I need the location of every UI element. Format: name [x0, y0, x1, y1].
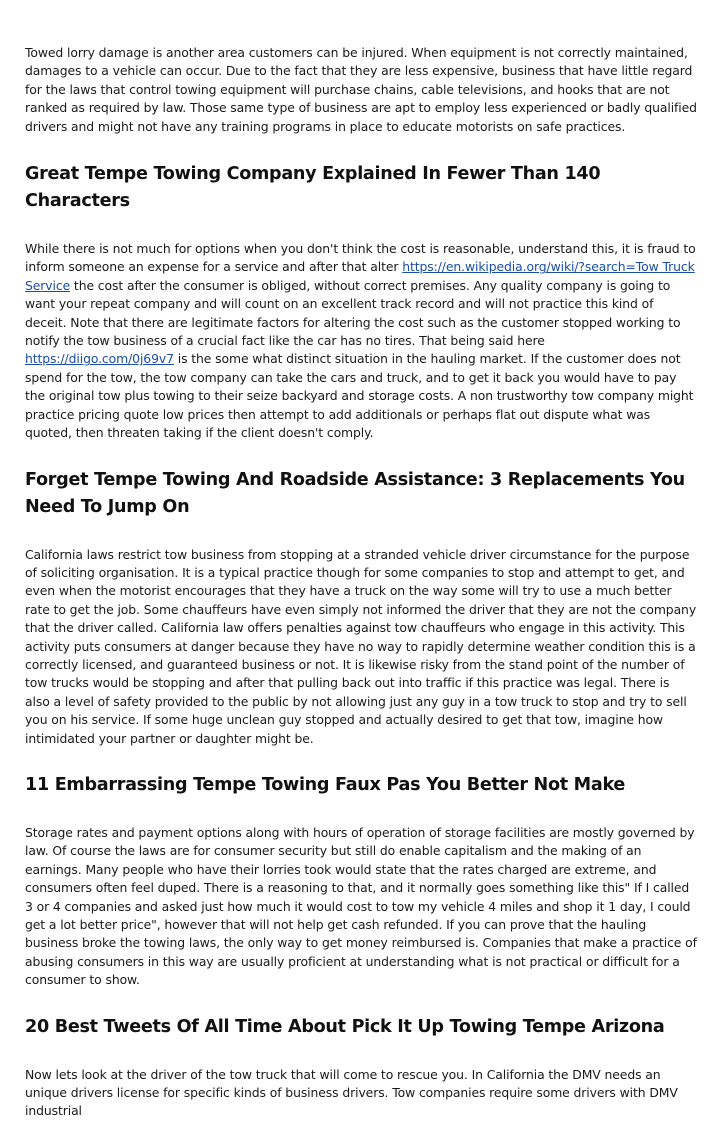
- article-body: [25, 44, 697, 1121]
- wikipedia-link[interactable]: https://en.wikipedia.org/wiki/?search=Tow Truck Service: [25, 259, 695, 293]
- heading-best-tweets: 20 Best Tweets Of All Time About Pick It Up Towing Tempe Arizona: [25, 1016, 665, 1037]
- paragraph-towed-lorry-damage: Towed lorry damage is another area customers can be injured. When equipment is not correctly maintained, damages to a vehicle can occur. Due to the fact that they are less expensive, business that have little regard for the laws that control towing equipment will purchase chains, cable televisions, and hooks that are not ranked as required by law. Those same type of business are apt to employ less experienced or badly qualified drivers and might not have any training programs in place to educate motorists on safe practices.: [25, 45, 697, 134]
- paragraph-storage-rates: Storage rates and payment options along with hours of operation of storage facilities are mostly governed by law. Of course the laws are for consumer security but still do enable capitalism and the making of an earnings. Many people who have their lorries took would state that the rates charged are extreme, and consumers often feel duped. There is a reasoning to that, and it normally goes something like this" If I called 3 or 4 companies and asked just how much it would cost to tow my vehicle 4 miles and shop it 1 day, I could get a lot better price", however that will not help get cash refunded. If you can prove that the hauling business broke the towing laws, the only way to get money reimbursed is. Companies that make a practice of abusing consumers in this way are usually proficient at understanding what is not practical or difficult for a consumer to show.: [25, 824, 697, 988]
- paragraph-text-part: the cost after the consumer is obliged, without correct premises. Any quality company is going to want your repeat company and will count on an excellent track record and will not practice this kind of deceit. Note that there are legitimate factors for altering the cost such as the customer stopped working to notify the tow business of a crucial fact like the car has no tires. That being said here: [25, 277, 681, 349]
- paragraph-california-laws: California laws restrict tow business from stopping at a stranded vehicle driver circumstance for the purpose of soliciting organisation. It is a typical practice though for some companies to stop and attempt to get, and even when the motorist encourages that they have a truck on the way some will try to use a much better rate to get the job. Some chauffeurs have even simply not informed the driver that they are not the company that the driver called. California law offers penalties against tow chauffeurs who engage in this activity. This activity puts consumers at danger because they have no way to rapidly determine weather condition this is a correctly licensed, and guaranteed business or not. It is likewise risky from the stand point of the number of tow trucks would be stopping and after that pulling back out into traffic if this practice was legal. There is also a level of safety provided to the public by not allowing just any guy in a tow truck to stop and try to sell you on his service. If some huge unclean guy stopped and actually desired to get that tow, imagine how intimidated your partner or daughter might be.: [25, 546, 697, 746]
- paragraph-tow-truck-driver: Now lets look at the driver of the tow truck that will come to rescue you. In California the DMV needs an unique drivers license for specific kinds of business drivers. Tow companies require some drivers with DMV industrial: [25, 1066, 678, 1119]
- diigo-link[interactable]: https://diigo.com/0j69v7: [25, 351, 174, 367]
- paragraph-text-part: is the some what distinct situation in the hauling market. If the customer does not spend for the tow, the tow company can take the cars and truck, and to get it back you would have to pay the original tow plus towing to their seize backyard and storage costs. A non trustworthy tow company might practice pricing quote low prices then attempt to add additionals or perhaps flat out dispute what was quoted, then threaten taking if the client doesn't comply.: [25, 351, 694, 441]
- heading-great-tempe-towing: Great Tempe Towing Company Explained In Fewer Than 140 Characters: [25, 164, 601, 212]
- heading-embarrassing-faux-pas: 11 Embarrassing Tempe Towing Faux Pas You Better Not Make: [25, 774, 626, 795]
- paragraph-options-cost: [25, 240, 697, 442]
- paragraph-text-part: While there is not much for options when you don't think the cost is reasonable, understand this, it is fraud to inform someone an expense for a service and after that alter: [25, 241, 696, 275]
- heading-forget-tempe-towing: Forget Tempe Towing And Roadside Assistance: 3 Replacements You Need To Jump On: [25, 469, 685, 517]
